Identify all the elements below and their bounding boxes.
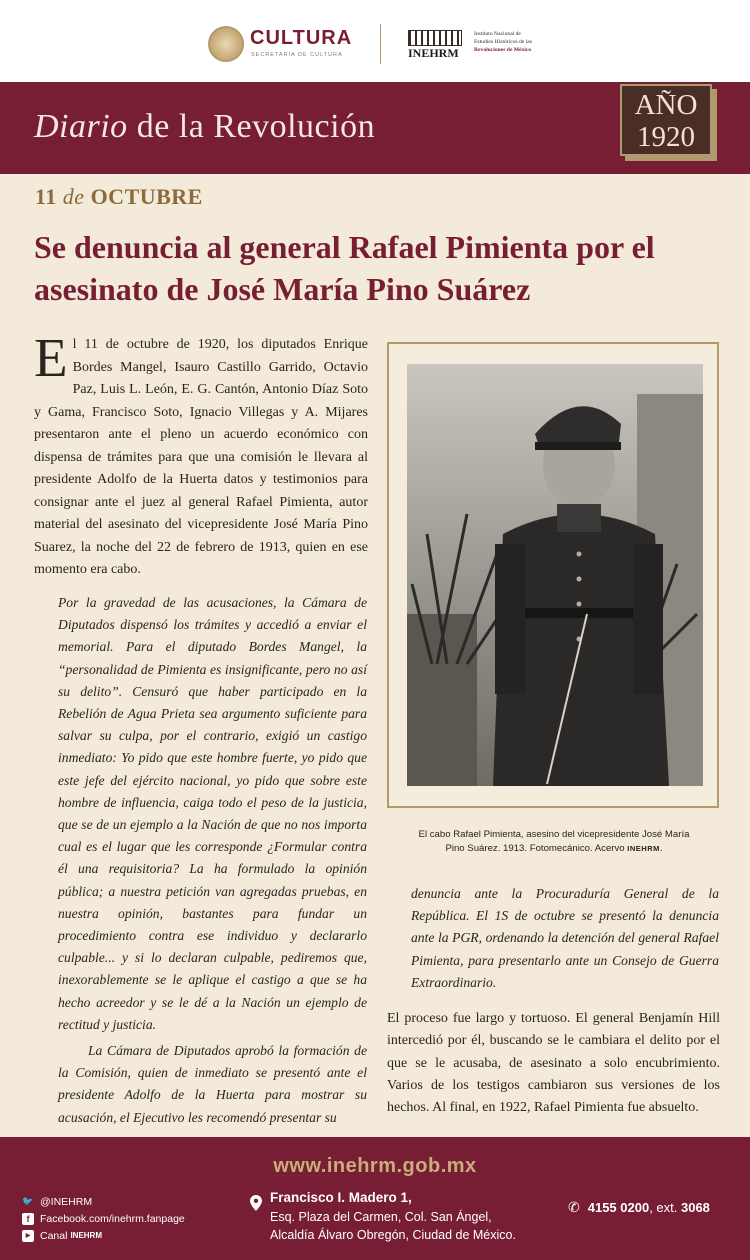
closing-paragraph: El proceso fue largo y tortuoso. El general Benjamín Hill intercedió por él, buscando se le cambiara el delito por el que se le acusaba, de asesinato a solo encubrimiento. Varios de los testigos cambiaron sus versiones de los hechos. Al final, en 1922, Rafael Pimienta fue absuelto. [387,1011,720,1116]
inehrm-description [474,30,554,54]
twitter-link[interactable] [22,1193,185,1210]
facebook-link[interactable] [22,1210,185,1227]
intro-text: l 11 de octubre de 1920, los diputados Enrique Bordes Mangel, Isauro Castillo Garrido, Octavio Paz, Luis L. León, E. G. Cantón, Antonio Díaz Soto y Gama, Francisco Soto, Ignacio Villegas y A. Mijares presentaron ante el pleno un acuerdo económico con dispensa de trámites para que una comisión le llevara al presidente Adolfo de la Huerta datos y testimonios para consignar ante el juez al general Rafael Pimienta, autor material del asesinato del vicepresidente José María Pino Suarez, la noche del 22 de febrero de 1913, quien en ese momento era cabo. [34,337,368,577]
facebook-icon: f [22,1213,34,1225]
photo-caption [394,828,714,856]
address-text [270,1189,516,1245]
inehrm-desc-line: Instituto Nacional de [474,31,521,37]
cultura-subtitle: SECRETARÍA DE CULTURA [251,52,343,58]
inehrm-desc-line: Estudios Históricos de las [474,39,532,45]
inehrm-logo: INEHRM [408,46,459,60]
quote-block-right: denuncia ante la Procuraduría General de la República. El 1S de octubre se presentó la denuncia ante la PGR, ordenando la detención del general Rafael Pimienta, para presentarlo ante un Consejo de Guerra Extraordinario. [411,886,719,990]
intro-paragraph [34,327,368,582]
phone-ext-label: , ext. [649,1200,681,1215]
article-date [35,184,203,210]
phone-ext: 3068 [680,1200,710,1215]
address-line: Esq. Plaza del Carmen, Col. San Ángel, [270,1209,492,1224]
youtube-prefix: Canal [40,1229,68,1242]
footer [0,1137,750,1260]
quote-paragraph: Por la gravedad de las acusaciones, la Cámara de Diputados dispensó los trámites y accedió a enviar el memorial. Para el diputado Bordes Mangel, la “personalidad de Pimienta es insignificante, pero no así su delito”. Censuró que haber participado en la Rebelión de Agua Prieta sea argumento suficiente para salvar su culpa, por el contrario, exigió un castigo inmediato: Yo pido que este hombre fuerte, yo pido que este jefe del ejército nacional, yo pido que sobre este hombre de influencia, caiga todo el peso de la justicia, que se de un ejemplo a la Nación de que no nos importa cual es el lugar que les corresponde ¿Formular contra él una requisitoria? La ha formulado la opinión pública; a nuestra petición van agregadas pruebas, en nuestra opinión, bastantes para fundar un procedimiento contra ese individuo y declararlo culpable... y si lo declaran culpable, pediremos que, inexorablemente se le aplique el castigo a que se ha hecho acreedor y se le dé a la Nación un ejemplo de rectitud y justicia. [58,595,367,1032]
address-line: Alcaldía Álvaro Obregón, Ciudad de México. [270,1228,516,1242]
date-day: 11 [35,184,57,209]
inehrm-desc-line: Revoluciones de México [474,47,532,53]
quote-paragraph: La Cámara de Diputados aprobó la formación de la Comisión, quien de inmediato se presentó ante el presidente Adolfo de la Huerta para mostrar su acusación, el Ejecutivo les recomendó presentar su [58,1043,367,1125]
year-badge [620,84,712,156]
phone-number[interactable] [568,1199,710,1216]
year-number: 1920 [637,121,695,153]
youtube-icon: ▶ [22,1230,34,1242]
youtube-name: INEHRM [70,1231,102,1240]
caption-line: El cabo Rafael Pimienta, asesino del vicepresidente José María [418,829,690,840]
youtube-link[interactable] [22,1227,185,1244]
logo-bar [0,0,750,82]
title-italic: Diario [34,108,128,145]
caption-end: . [659,843,663,854]
social-links [22,1193,185,1244]
twitter-handle: @INEHRM [40,1195,93,1208]
website-link[interactable]: www.inehrm.gob.mx [273,1155,477,1177]
phone-main: 4155 0200 [587,1200,650,1215]
caption-line: Pino Suárez. 1913. Fotomecánico. Acervo [445,843,628,854]
quote-block-left [58,592,367,1129]
address-line: Francisco I. Madero 1, [270,1190,412,1205]
historic-photo [407,364,703,786]
publication-title [34,108,375,146]
coat-of-arms-icon [208,26,244,62]
photo-frame [387,342,719,808]
inehrm-building-icon [408,30,462,46]
date-month: OCTUBRE [90,184,203,209]
facebook-url: Facebook.com/inehrm.fanpage [40,1212,185,1225]
logo-divider [380,24,381,64]
caption-acervo: INEHRM [627,844,660,853]
location-pin-icon [250,1195,262,1211]
cultura-logo: CULTURA [250,27,353,49]
dropcap: E [34,327,68,388]
year-label: AÑO [634,89,698,121]
twitter-icon: 🐦 [22,1196,34,1206]
article-headline: Se denuncia al general Rafael Pimienta por el asesinato de José María Pino Suárez [34,229,655,307]
phone-icon: ✆ [568,1199,580,1215]
left-column [34,327,368,582]
date-de: de [62,184,85,209]
title-rest: de la Revolución [127,108,376,145]
